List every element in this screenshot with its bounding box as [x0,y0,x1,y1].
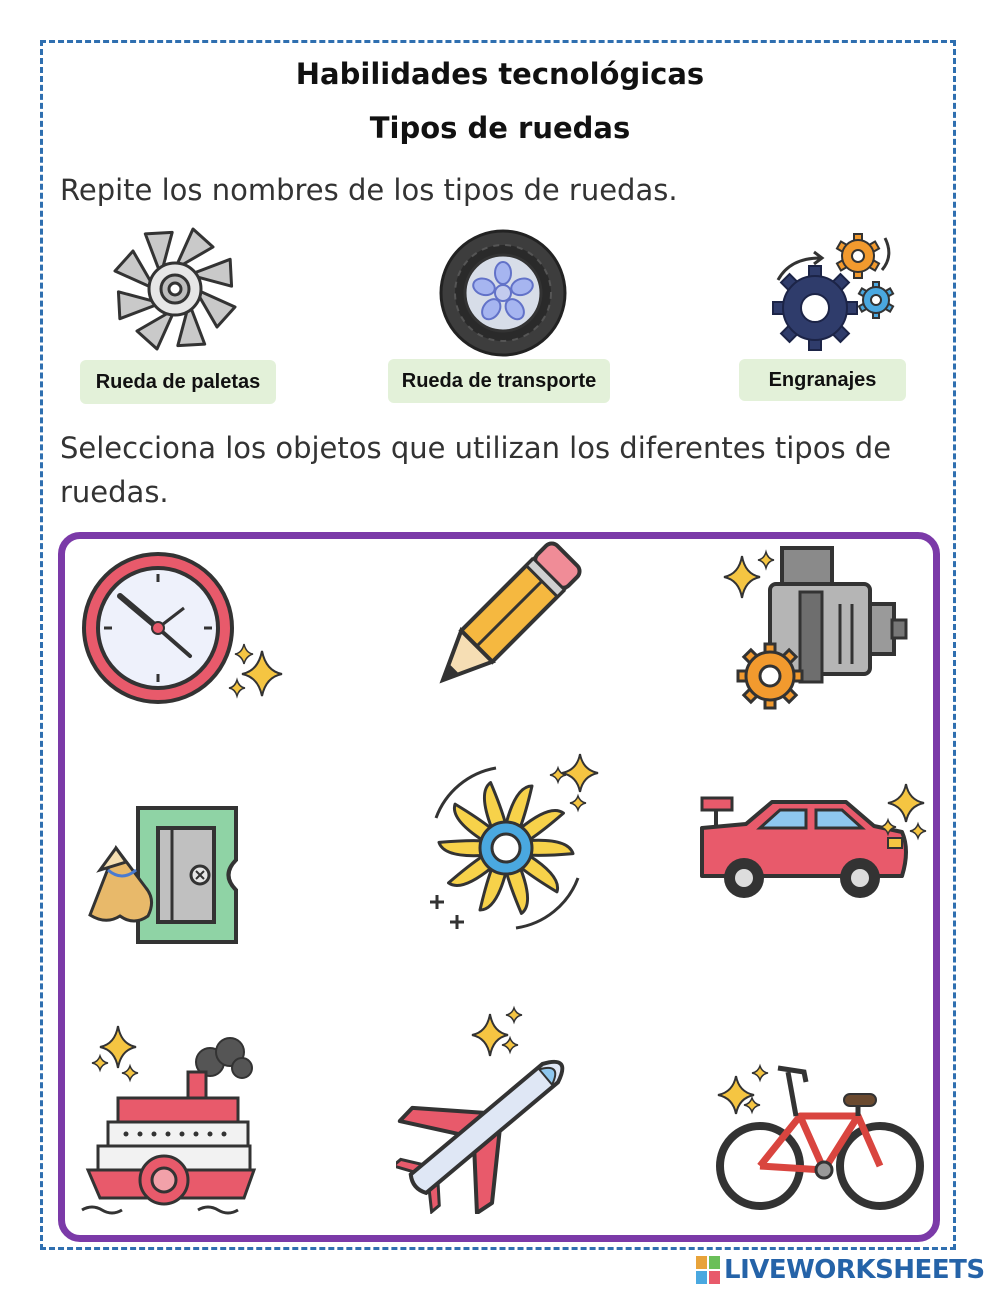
label-gears: Engranajes [739,359,906,401]
tire-icon [438,228,568,358]
label-transport-wheel: Rueda de transporte [388,359,610,403]
logo-mark-icon [696,1256,720,1284]
object-clock[interactable] [72,546,272,746]
pencil-icon [408,540,588,710]
object-car[interactable] [696,780,896,980]
object-steamboat[interactable] [78,1022,278,1222]
object-airplane[interactable] [396,1004,596,1204]
steamboat-icon [78,1022,258,1222]
fan-icon [420,748,610,938]
car-icon [696,780,936,910]
paddle-wheel-icon [108,222,242,356]
instruction-repeat: Repite los nombres de los tipos de ruedas. [60,173,678,207]
page-title: Habilidades tecnológicas [295,57,705,91]
page-subtitle: Tipos de ruedas [369,111,631,145]
sharpener-icon [86,800,256,950]
object-pencil[interactable] [408,540,608,740]
object-bicycle[interactable] [708,1058,908,1258]
label-paddle-wheel: Rueda de paletas [80,360,276,404]
gears-icon [770,228,900,358]
airplane-icon [396,1004,596,1214]
object-engine[interactable] [720,544,920,744]
liveworksheets-logo [696,1255,985,1285]
object-fan[interactable] [420,748,620,948]
instruction-select: Selecciona los objetos que utilizan los diferentes tipos de ruedas. [60,431,892,509]
engine-icon [720,544,920,714]
object-sharpener[interactable] [86,800,286,1000]
logo-text: LIVEWORKSHEETS [724,1255,985,1285]
bicycle-icon [708,1058,928,1218]
clock-icon [72,546,292,716]
